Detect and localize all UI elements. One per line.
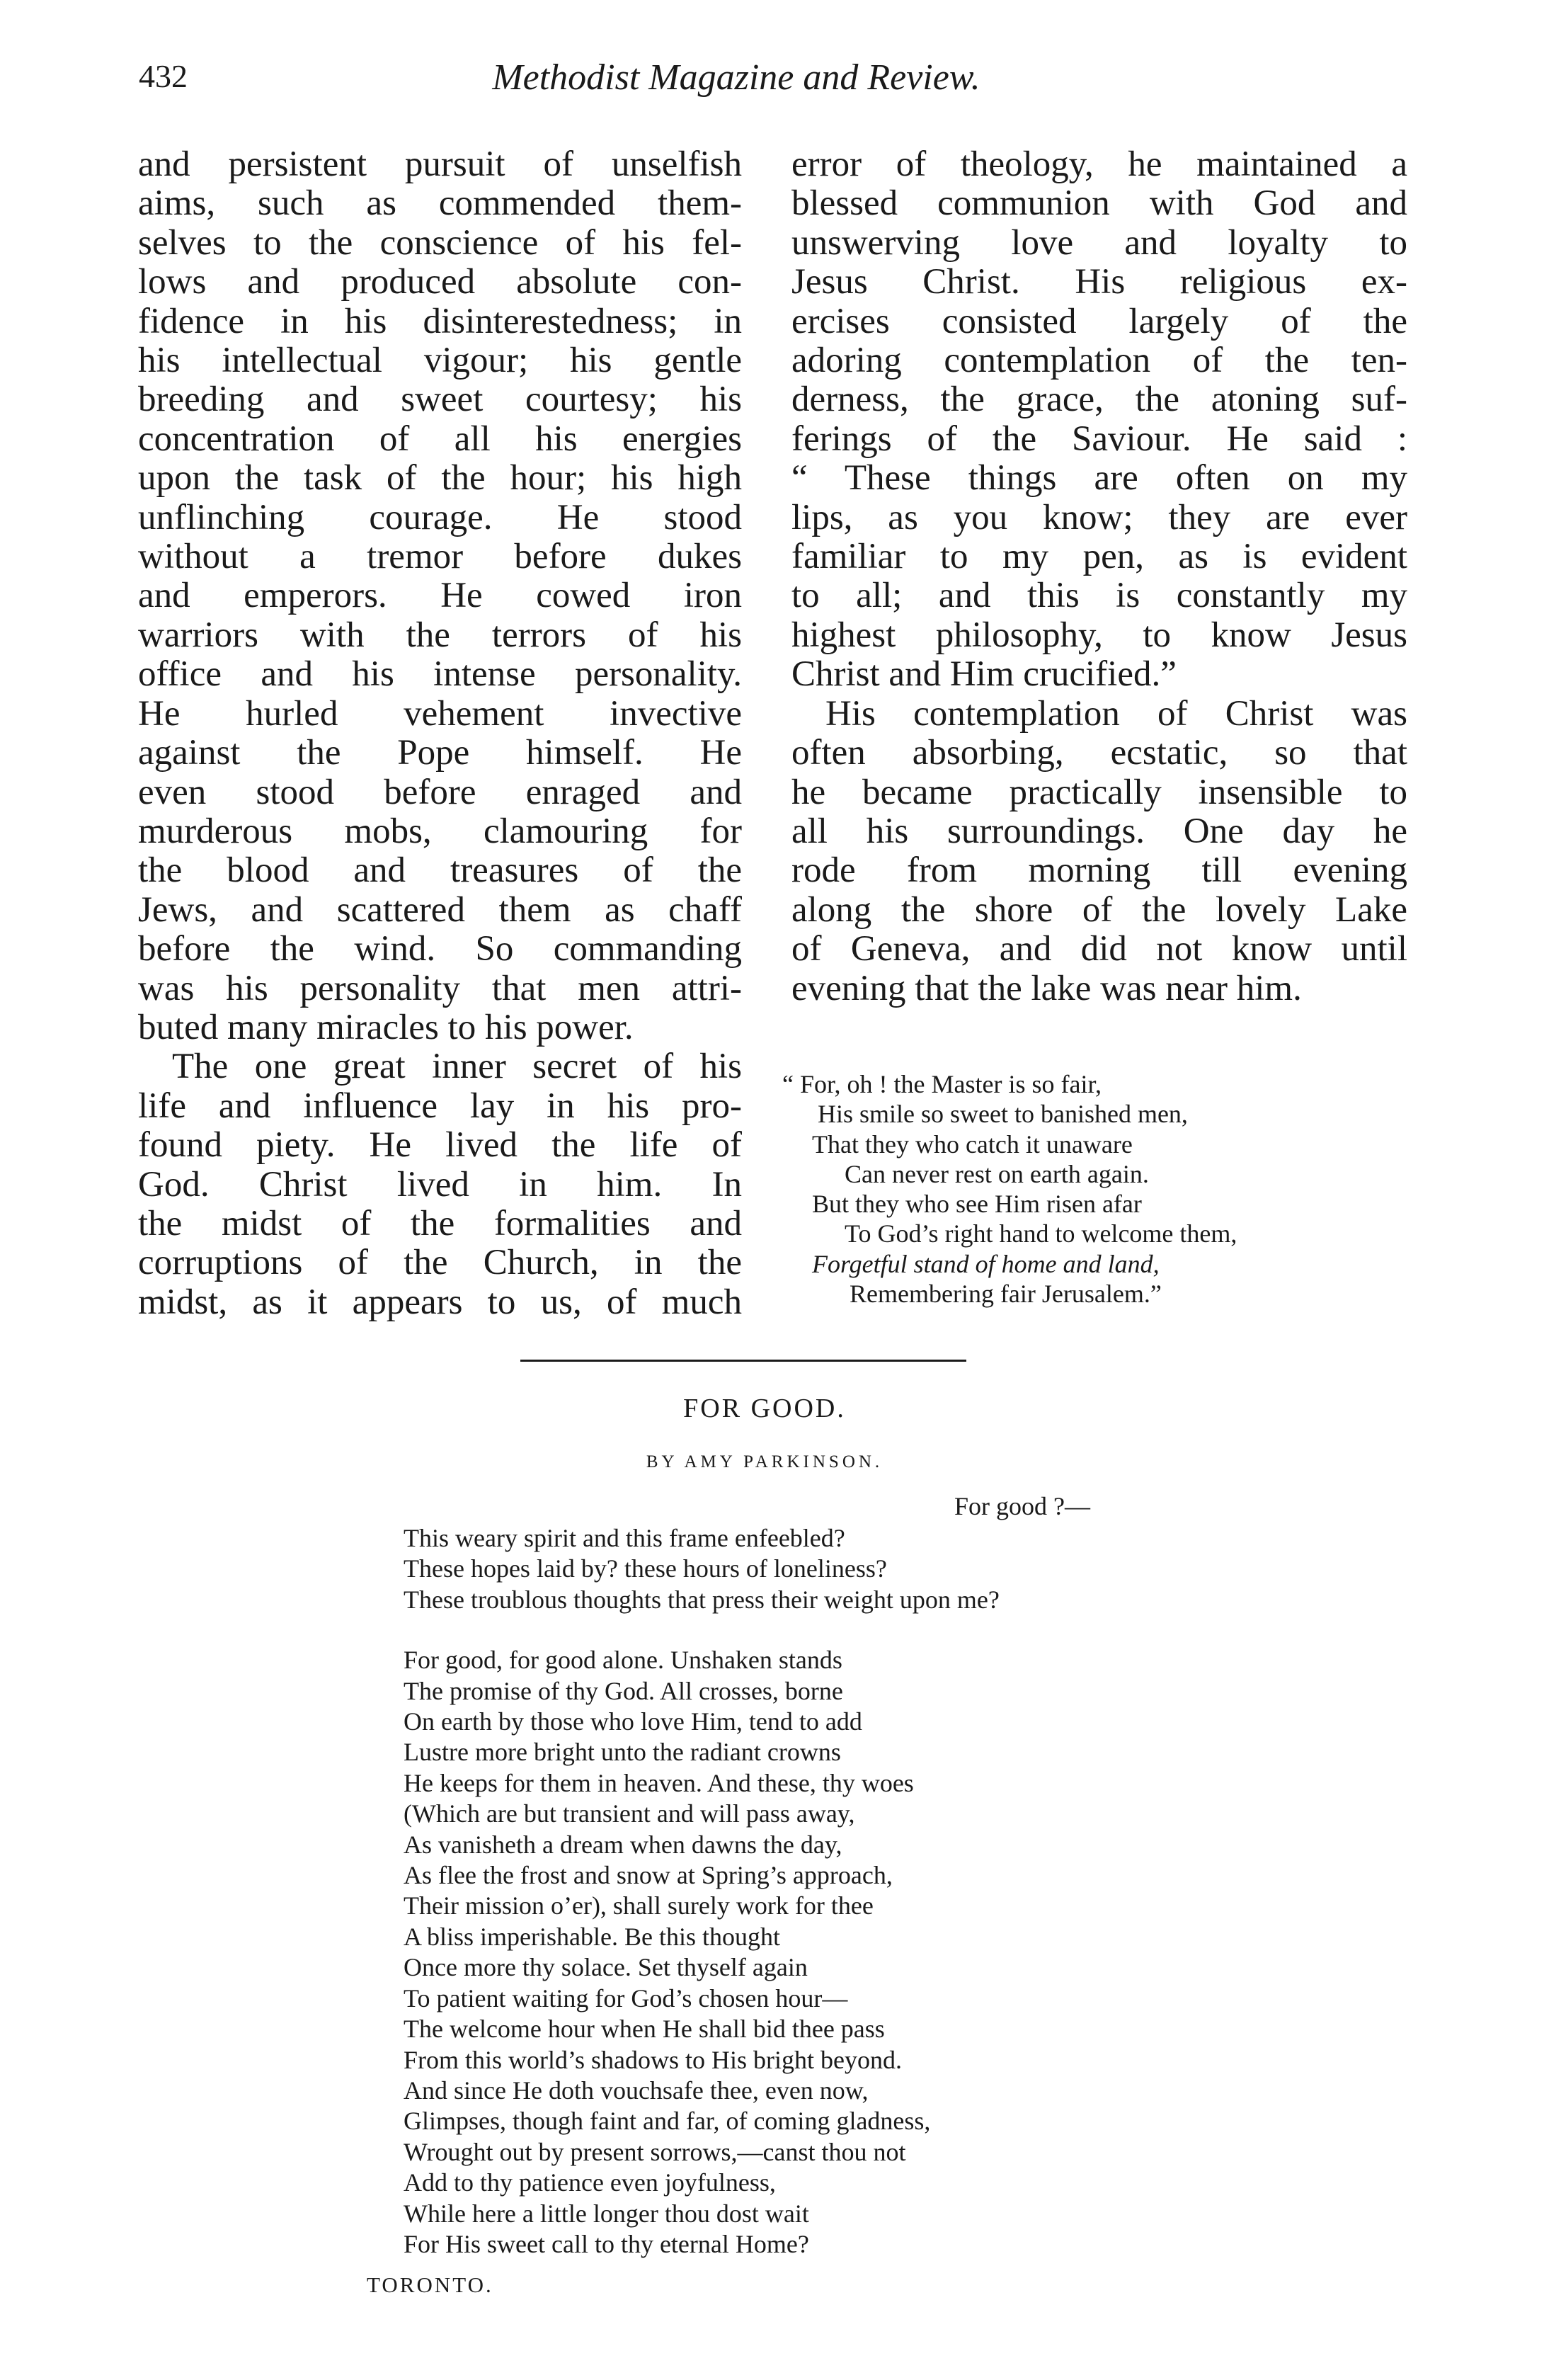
poem-line: These troublous thoughts that press their weight upon me? xyxy=(404,1585,1000,1614)
text-line: the blood and treasures of the xyxy=(138,850,742,891)
text-line: He hurled vehement invective xyxy=(138,693,742,734)
text-line: lips, as you know; they are ever xyxy=(791,497,1407,537)
right-column xyxy=(791,145,1407,1008)
poem-opening-line: For good ?— xyxy=(954,1492,1090,1520)
verse-line: But they who see Him risen afar xyxy=(812,1190,1142,1219)
verse-line: “ For, oh ! the Master is so fair, xyxy=(782,1070,1102,1098)
text-line: often absorbing, ecstatic, so that xyxy=(791,733,1407,773)
poem-line: On earth by those who love Him, tend to add xyxy=(404,1707,862,1736)
text-line: familiar to my pen, as is evident xyxy=(791,537,1407,577)
poem-line: The promise of thy God. All crosses, borne xyxy=(404,1676,843,1705)
text-line: evening that the lake was near him. xyxy=(791,968,1302,1008)
text-line: unswerving love and loyalty to xyxy=(791,222,1407,263)
text-line: lows and produced absolute con- xyxy=(138,262,742,302)
text-line: “ These things are often on my xyxy=(791,458,1407,499)
poem-line: (Which are but transient and will pass away, xyxy=(404,1799,855,1828)
text-line: rode from morning till evening xyxy=(791,850,1407,891)
text-line: His contemplation of Christ was xyxy=(825,693,1407,734)
text-line: concentration of all his energies xyxy=(138,419,742,459)
text-line: the midst of the formalities and xyxy=(138,1203,742,1243)
text-line: God. Christ lived in him. In xyxy=(138,1164,742,1205)
text-line: his intellectual vigour; his gentle xyxy=(138,341,742,381)
verse-line: Forgetful stand of home and land, xyxy=(812,1249,1160,1278)
text-line: murderous mobs, clamouring for xyxy=(138,811,742,851)
poem-line: To patient waiting for God’s chosen hour— xyxy=(404,1983,848,2012)
text-line: midst, as it appears to us, of much xyxy=(138,1282,742,1322)
poem-line: Once more thy solace. Set thyself again xyxy=(404,1953,808,1982)
poem-line: From this world’s shadows to His bright beyond. xyxy=(404,2045,903,2074)
text-line: found piety. He lived the life of xyxy=(138,1125,742,1166)
text-line: life and influence lay in his pro- xyxy=(138,1086,742,1126)
text-line: derness, the grace, the atoning suf- xyxy=(791,380,1407,420)
poem-line: As flee the frost and snow at Spring’s approach, xyxy=(404,1861,893,1890)
poem-body xyxy=(404,1523,1395,2260)
verse-line: To God’s right hand to welcome them, xyxy=(845,1219,1237,1248)
verse-line: That they who catch it unaware xyxy=(812,1129,1133,1158)
text-line: highest philosophy, to know Jesus xyxy=(791,615,1407,655)
left-paragraph-1 xyxy=(138,145,742,1047)
text-line: unflinching courage. He stood xyxy=(138,497,742,537)
text-line: warriors with the terrors of his xyxy=(138,615,742,655)
text-line: and emperors. He cowed iron xyxy=(138,576,742,616)
running-title: Methodist Magazine and Review. xyxy=(492,57,980,98)
text-line: aims, such as commended them- xyxy=(138,183,742,224)
text-line: The one great inner secret of his xyxy=(172,1047,742,1087)
text-line: all his surroundings. One day he xyxy=(791,811,1407,851)
text-line: breeding and sweet courtesy; his xyxy=(138,380,742,420)
text-line: upon the task of the hour; his high xyxy=(138,458,742,499)
text-line: blessed communion with God and xyxy=(791,183,1407,224)
place-signature: TORONTO. xyxy=(367,2272,493,2297)
text-line: to all; and this is constantly my xyxy=(791,576,1407,616)
verse-line: Can never rest on earth again. xyxy=(845,1159,1149,1188)
poem-line: He keeps for them in heaven. And these, thy woes xyxy=(404,1768,914,1797)
left-paragraph-2 xyxy=(138,1047,742,1322)
text-line: along the shore of the lovely Lake xyxy=(791,889,1407,930)
text-line: against the Pope himself. He xyxy=(138,733,742,773)
text-line: buted many miracles to his power. xyxy=(138,1007,634,1047)
text-line: corruptions of the Church, in the xyxy=(138,1243,742,1283)
poem-line: A bliss imperishable. Be this thought xyxy=(404,1922,780,1951)
section-divider xyxy=(520,1360,966,1362)
poem-title: FOR GOOD. xyxy=(683,1394,846,1423)
poem-line: For His sweet call to thy eternal Home? xyxy=(404,2229,809,2258)
left-column xyxy=(138,145,742,1322)
right-paragraph-1 xyxy=(791,145,1407,695)
verse-line: Remembering fair Jerusalem.” xyxy=(850,1280,1162,1309)
text-line: was his personality that men attri- xyxy=(138,968,742,1008)
poem-line: As vanisheth a dream when dawns the day, xyxy=(404,1830,842,1859)
poem-byline: BY AMY PARKINSON. xyxy=(646,1452,883,1471)
right-paragraph-2 xyxy=(791,695,1407,1008)
poem-line: This weary spirit and this frame enfeebled? xyxy=(404,1524,845,1552)
text-line: even stood before enraged and xyxy=(138,772,742,812)
poem-line: And since He doth vouchsafe thee, even now, xyxy=(404,2076,869,2105)
poem-line: Glimpses, though faint and far, of coming gladness, xyxy=(404,2107,931,2136)
poem-line: For good, for good alone. Unshaken stands xyxy=(404,1646,842,1675)
text-line: ercises consisted largely of the xyxy=(791,301,1407,341)
text-line: without a tremor before dukes xyxy=(138,537,742,577)
text-line: and persistent pursuit of unselfish xyxy=(138,144,742,184)
text-line: Christ and Him crucified.” xyxy=(791,654,1177,695)
page-number: 432 xyxy=(139,58,188,94)
text-line: selves to the conscience of his fel- xyxy=(138,222,742,263)
text-line: he became practically insensible to xyxy=(791,772,1407,812)
text-line: fidence in his disinterestedness; in xyxy=(138,301,742,341)
text-line: Jews, and scattered them as chaff xyxy=(138,889,742,930)
poem-line: These hopes laid by? these hours of loneliness? xyxy=(404,1554,887,1583)
text-line: error of theology, he maintained a xyxy=(791,144,1407,184)
poem-line: Add to thy patience even joyfulness, xyxy=(404,2168,776,2197)
text-line: before the wind. So commanding xyxy=(138,929,742,969)
text-line: adoring contemplation of the ten- xyxy=(791,341,1407,381)
quoted-verse xyxy=(782,1069,1419,1309)
poem-line: The welcome hour when He shall bid thee pass xyxy=(404,2015,885,2044)
text-line: Jesus Christ. His religious ex- xyxy=(791,262,1407,302)
poem-line: Their mission o’er), shall surely work for thee xyxy=(404,1891,874,1920)
poem-line: Lustre more bright unto the radiant crowns xyxy=(404,1738,841,1767)
verse-line: His smile so sweet to banished men, xyxy=(818,1100,1188,1129)
poem-line: While here a little longer thou dost wait xyxy=(404,2199,809,2228)
poem-line: Wrought out by present sorrows,—canst thou not xyxy=(404,2137,906,2166)
text-line: of Geneva, and did not know until xyxy=(791,929,1407,969)
stanza-break xyxy=(404,1615,1395,1645)
text-line: ferings of the Saviour. He said : xyxy=(791,419,1407,459)
text-line: office and his intense personality. xyxy=(138,654,742,695)
